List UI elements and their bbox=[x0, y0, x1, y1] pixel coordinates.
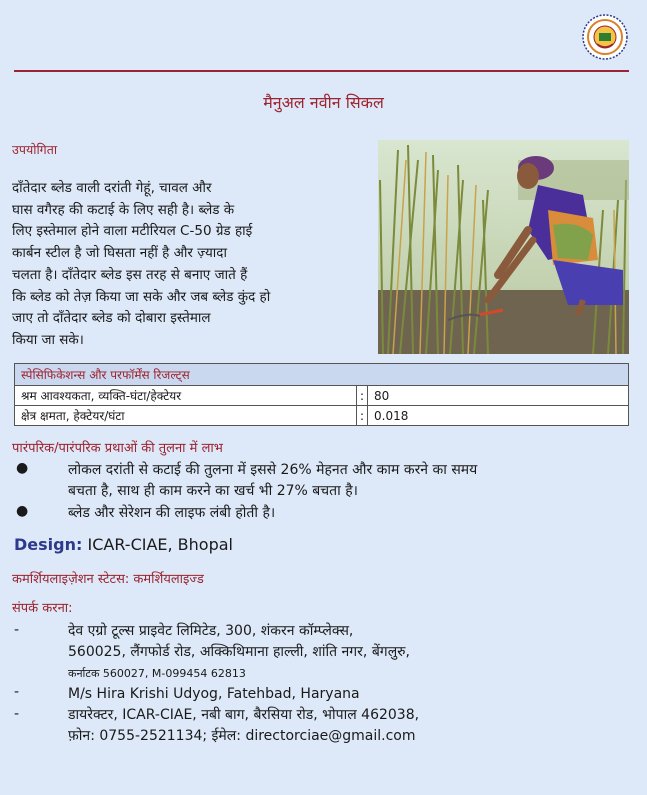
usefulness-description bbox=[12, 178, 324, 352]
description-line: चलता है। दाँतेदार ब्लेड इस तरह से बनाए जाते हैं bbox=[12, 266, 248, 283]
spec-table-header-row bbox=[15, 364, 629, 386]
spec-label: क्षेत्र क्षमता, हेक्टेयर/घंटा bbox=[15, 406, 357, 426]
benefit-line: लोकल दरांती से कटाई की तुलना में इससे 26% मेहनत और काम करने का समय bbox=[68, 462, 478, 478]
description-line: कि ब्लेड को तेज़ किया जा सके और जब ब्लेड कुंद हो bbox=[12, 288, 271, 305]
description-line: लिए इस्तेमाल होने वाला मटीरियल C-50 ग्रेड हाई bbox=[12, 223, 253, 240]
description-line: दाँतेदार ब्लेड वाली दरांती गेहूं, चावल और bbox=[12, 180, 212, 196]
dash-marker: - bbox=[14, 684, 20, 700]
contact-line: देव एग्रो टूल्स प्राइवेट लिमिटेड, 300, शंकरन कॉम्प्लेक्स, bbox=[68, 623, 354, 639]
table-row bbox=[15, 406, 629, 426]
page-title: मैनुअल नवीन सिकल bbox=[263, 93, 384, 112]
spec-separator: : bbox=[357, 406, 368, 426]
harvest-photo bbox=[378, 140, 629, 354]
benefit-line: बचता है, साथ ही काम करने का खर्च भी 27% बचता है। bbox=[68, 483, 358, 499]
header-rule bbox=[14, 70, 629, 72]
contact-line: M/s Hira Krishi Udyog, Fatehbad, Haryana bbox=[68, 686, 360, 702]
contact-entry bbox=[68, 684, 628, 705]
description-line: जाए तो दाँतेदार ब्लेड को दोबारा इस्तेमाल bbox=[12, 310, 211, 327]
icar-ciae-logo bbox=[582, 14, 628, 60]
contact-entry bbox=[68, 621, 628, 684]
usefulness-label: उपयोगिता bbox=[12, 142, 58, 157]
contact-line: फ़ोन: 0755-2521134; ईमेल: directorciae@gmail.com bbox=[68, 728, 416, 744]
spec-value: 80 bbox=[368, 386, 629, 406]
bullet-icon: ● bbox=[16, 503, 29, 519]
spec-separator: : bbox=[357, 386, 368, 406]
spec-label: श्रम आवश्यकता, व्यक्ति-घंटा/हेक्टेयर bbox=[15, 386, 357, 406]
benefit-item bbox=[68, 460, 628, 502]
benefit-line: ब्लेड और सेरेशन की लाइफ लंबी होती है। bbox=[68, 505, 276, 521]
dash-marker: - bbox=[14, 706, 20, 722]
contact-label: संपर्क करना: bbox=[12, 601, 73, 616]
spec-table-header: स्पेसिफिकेशन्स और परफॉर्मेंस रिजल्ट्स bbox=[15, 364, 629, 386]
contact-line: डायरेक्टर, ICAR-CIAE, नबी बाग, बैरसिया रोड, भोपाल 462038, bbox=[68, 707, 420, 723]
commercialization-status: कमर्शियलाइज़ेशन स्टेटस: कमर्शियलाइज्ड bbox=[12, 572, 204, 587]
contact-entry bbox=[68, 705, 628, 747]
design-credit bbox=[14, 535, 233, 554]
spec-table bbox=[14, 363, 629, 426]
contact-line: कर्नाटक 560027, M-099454 62813 bbox=[68, 667, 246, 680]
description-line: कार्बन स्टील है जो घिसता नहीं है और ज़्यादा bbox=[12, 245, 227, 262]
description-line: किया जा सके। bbox=[12, 331, 84, 348]
benefits-label: पारंपरिक/पारंपरिक प्रथाओं की तुलना में लाभ bbox=[12, 441, 223, 456]
spec-value: 0.018 bbox=[368, 406, 629, 426]
description-line: घास वगैरह की कटाई के लिए सही है। ब्लेड के bbox=[12, 201, 235, 218]
design-label: Design: bbox=[14, 535, 83, 554]
dash-marker: - bbox=[14, 622, 20, 638]
contact-line: 560025, लैंगफोर्ड रोड, अक्किथिमाना हाल्ली, शांति नगर, बेंगलुरु, bbox=[68, 644, 411, 660]
design-value: ICAR-CIAE, Bhopal bbox=[87, 535, 233, 554]
table-row bbox=[15, 386, 629, 406]
bullet-icon: ● bbox=[16, 460, 29, 476]
benefit-item bbox=[68, 503, 628, 524]
